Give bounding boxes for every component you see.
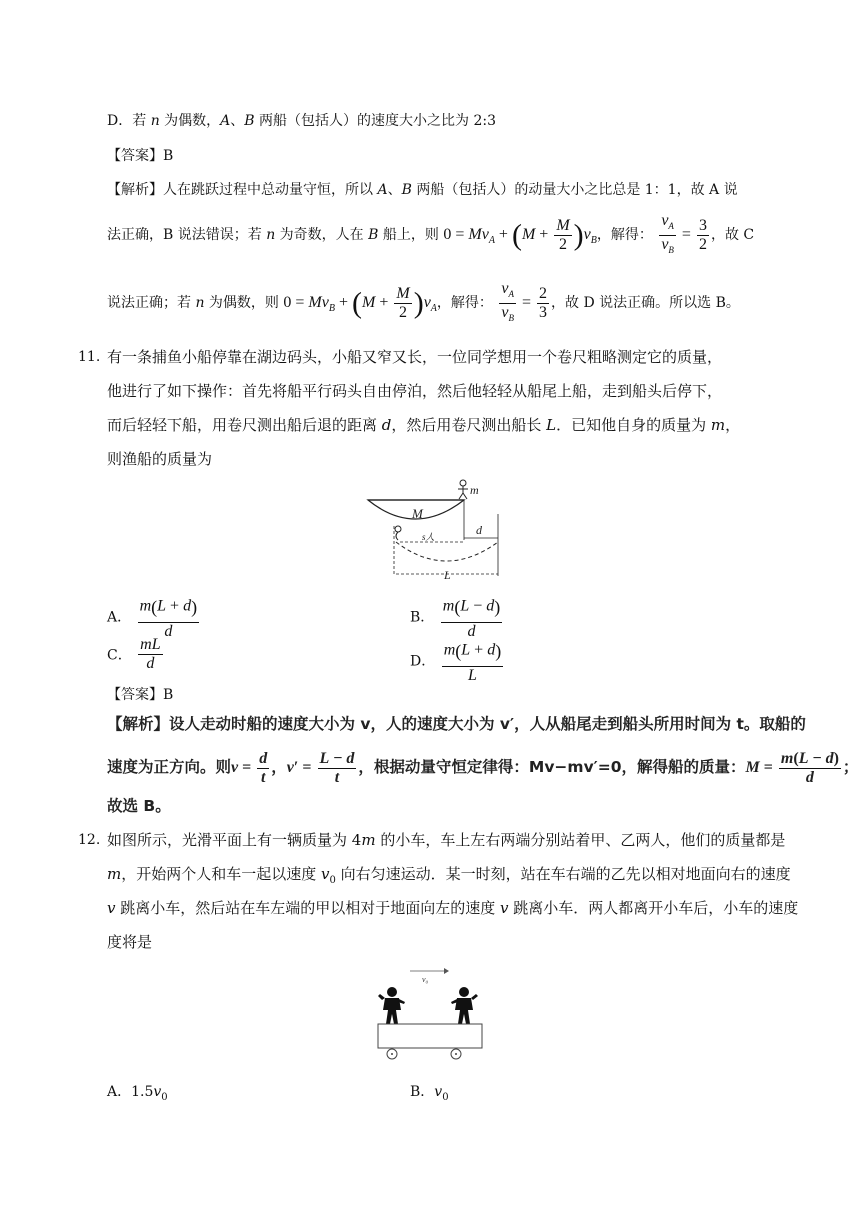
q12-stem-line2: m，开始两个人和车一起以速度 $v_0$ 向右匀速运动．某一时刻，站在车右端的乙先以相对地面向右的速度 — [107, 865, 791, 886]
q11-option-b[interactable]: B． $\frac{m(L - d)}{d}$ — [410, 592, 504, 641]
q11-option-a[interactable]: A． $\frac{m(L + d)}{d}$ — [107, 592, 201, 641]
person-yi-icon — [451, 987, 478, 1024]
q11-explanation-line3: 故选 B。 — [107, 797, 171, 815]
velocity-label: v₀ — [422, 975, 429, 984]
person-mass-label: m — [470, 483, 479, 497]
q12-number: 12. — [78, 832, 101, 848]
q10-explanation-line2: 法正确，B 说法错误；若 n 为奇数，人在 B 船上，则 $0 = Mv_A + (M$ + $\frac{M}{2}$ )$v_B$，解得： $\frac{v_A}{v_B}$ = $\frac{3}{2}$ ，故 C — [107, 211, 755, 256]
q10-option-d: D．若 n 为偶数，A、B 两船（包括人）的速度大小之比为 2:3 — [107, 113, 497, 129]
q10-answer: 【答案】B — [107, 148, 174, 164]
q12-stem-line3: v 跳离小车，然后站在车左端的甲以相对于地面向左的速度 v 跳离小车．两人都离开小车后，小车的速度 — [107, 899, 799, 917]
q10-explanation-line1: 【解析】人在跳跃过程中总动量守恒，所以 A、B 两船（包括人）的动量大小之比总是 1：1，故 A 说 — [107, 182, 738, 198]
q10-momentum-equation-even: $0 = Mv_B + (M$ + $\frac{M}{2}$ )$v_A$ — [283, 284, 437, 321]
cart-diagram — [370, 966, 490, 1062]
displacement-d-label: d — [476, 523, 482, 537]
q10-ratio-result-even: $\frac{v_A}{v_B}$ = $\frac{2}{3}$ — [501, 279, 547, 324]
q11-number: 11. — [78, 349, 101, 365]
boat-diagram — [360, 478, 500, 582]
q11-stem-line1: 有一条捕鱼小船停靠在湖边码头，小船又窄又长，一位同学想用一个卷尺粗略测定它的质量， — [107, 348, 723, 366]
q11-stem-line4: 则渔船的质量为 — [107, 450, 213, 468]
q12-option-a[interactable]: A．$1.5v_0$ — [107, 1084, 168, 1103]
q11-stem-line3: 而后轻轻下船，用卷尺测出船后退的距离 d，然后用卷尺测出船长 L．已知他自身的质量为 m， — [107, 416, 741, 434]
q10-ratio-result-odd: $\frac{v_A}{v_B}$ = $\frac{3}{2}$ — [661, 211, 707, 256]
q11-answer: 【答案】B — [107, 687, 174, 703]
q11-explanation-line2: 速度为正方向。则v = $\frac{d}{t}$ ，v′ = $\frac{L - d}{t}$ ，根据动量守恒定律得：Mv−mv′=0，解得船的质量：M = $\frac{m(L - d)}{d}$ ； — [107, 749, 859, 786]
boat-mass-label: M — [412, 506, 423, 521]
cart-body — [378, 1024, 482, 1048]
q12-option-b[interactable]: B．$v_0$ — [410, 1084, 449, 1103]
q11-explanation-line1: 【解析】设人走动时船的速度大小为 v，人的速度大小为 v′，人从船尾走到船头所用时间为 t。取船的 — [107, 715, 806, 733]
q11-stem-line2: 他进行了如下操作：首先将船平行码头自由停泊，然后他轻轻从船尾上船，走到船头后停下， — [107, 382, 723, 400]
person-jia-icon — [378, 987, 405, 1024]
person-bottom-icon — [395, 526, 401, 540]
q11-option-c[interactable]: C． $\frac{mL}{d}$ — [107, 636, 161, 672]
q10-explanation-line3: 说法正确；若 n 为偶数，则 $0 = Mv_B + (M$ + $\frac{M}{2}$ )$v_A$，解得： $\frac{v_A}{v_B}$ = $\frac{2}{3}$ ，故 D 说法正确。所以选 B。 — [107, 279, 740, 324]
person-displacement-label: s人 — [422, 532, 435, 542]
q11-option-d[interactable]: D． $\frac{m(L + d)}{L}$ — [410, 636, 505, 685]
q12-stem-line4: 度将是 — [107, 933, 153, 951]
q10-momentum-equation-odd: $0 = Mv_A + (M$ + $\frac{M}{2}$ )$v_B$ — [443, 216, 597, 253]
boat-length-label: L — [444, 568, 451, 582]
person-top-icon — [458, 480, 468, 499]
boat-bottom-dashed — [396, 542, 498, 561]
q12-stem-line1: 如图所示，光滑平面上有一辆质量为 4m 的小车，车上左右两端分别站着甲、乙两人，他们的质量都是 — [107, 831, 786, 849]
